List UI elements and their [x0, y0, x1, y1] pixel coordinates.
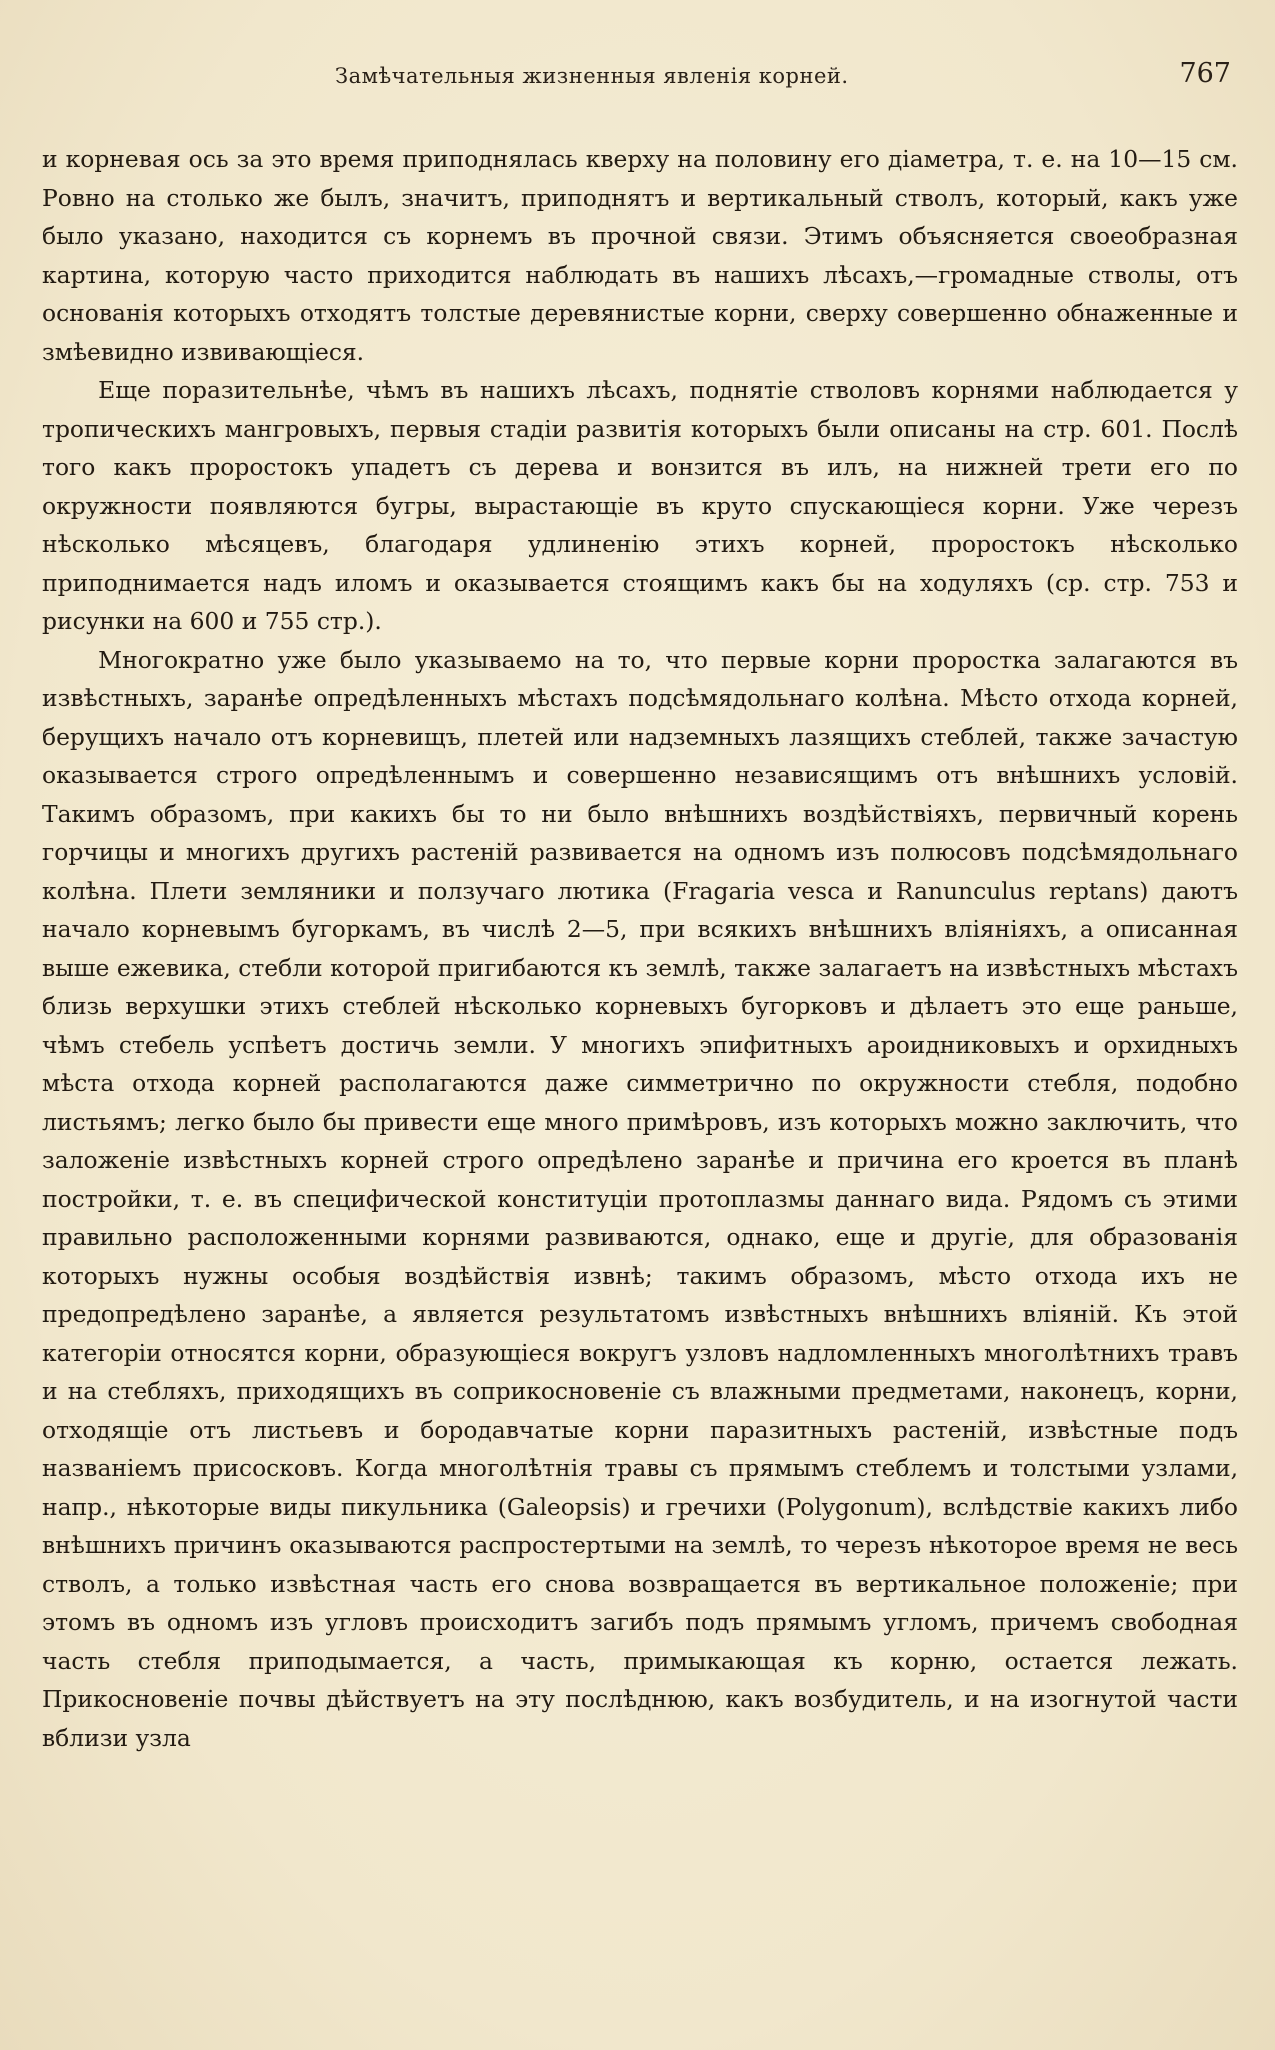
paragraph-3: Многократно уже было указываемо на то, что первые корни проростка залагаются въ извѣстныхъ, заранѣе опредѣленныхъ мѣстахъ подсѣмядольнаго колѣна. Мѣсто отхода корней, берущихъ начало отъ корневищъ, плетей или надземныхъ лазящихъ стеблей, также зачастую оказывается строго опредѣленнымъ и совершенно независящимъ отъ внѣшнихъ условій. Такимъ образомъ, при какихъ бы то ни было внѣшнихъ воздѣйствіяхъ, первичный корень горчицы и многихъ другихъ растеній развивается на одномъ изъ полюсовъ подсѣмядольнаго колѣна. Плети земляники и ползучаго лютика (Fragaria vesca и Ranunculus reptans) даютъ начало корневымъ бугоркамъ, въ числѣ 2—5, при всякихъ внѣшнихъ вліяніяхъ, а описанная выше ежевика, стебли которой пригибаются къ землѣ, также залагаетъ на извѣстныхъ мѣстахъ близь верхушки этихъ стеблей нѣсколько корневыхъ бугорковъ и дѣлаетъ это еще раньше, чѣмъ стебель успѣетъ достичь земли. У многихъ эпифитныхъ ароидниковыхъ и орхидныхъ мѣста отхода корней располагаются даже симметрично по окружности стебля, подобно листьямъ; легко было бы привести еще много примѣровъ, изъ которыхъ можно заключить, что заложеніе извѣстныхъ корней строго опредѣлено заранѣе и причина его кроется въ планѣ постройки, т. е. въ специфической конституціи протоплазмы даннаго вида. Рядомъ съ этими правильно расположенными корнями развиваются, однако, еще и другіе, для образованія которыхъ нужны особыя воздѣйствія извнѣ; такимъ образомъ, мѣсто отхода ихъ не предопредѣлено заранѣе, а является результатомъ извѣстныхъ внѣшнихъ вліяній. Къ этой категоріи относятся корни, образующіеся вокругъ узловъ надломленныхъ многолѣтнихъ травъ и на стебляхъ, приходящихъ въ соприкосновеніе съ влажными предметами, наконецъ, корни, отходящіе отъ листьевъ и бородавчатые корни паразитныхъ растеній, извѣстные подъ названіемъ присосковъ. Когда многолѣтнія травы съ прямымъ стеблемъ и толстыми узлами, напр., нѣкоторые виды пикульника (Galeopsis) и гречихи (Polygonum), вслѣдствіе какихъ либо внѣшнихъ причинъ оказываются распростертыми на землѣ, то черезъ нѣкоторое время не весь стволъ, а только извѣстная часть его снова возвращается въ вертикальное положеніе; при этомъ въ одномъ изъ угловъ происходитъ загибъ подъ прямымъ угломъ, причемъ свободная часть стебля приподымается, а часть, примыкающая къ корню, остается лежать. Прикосновеніе почвы дѣйствуетъ на эту послѣднюю, какъ возбудитель, и на изогнутой части вблизи узла [42, 645, 1238, 1752]
page-header [40, 58, 1235, 98]
page-number: 767 [1179, 58, 1231, 89]
paragraph-2: Еще поразительнѣе, чѣмъ въ нашихъ лѣсахъ, поднятіе стволовъ корнями наблюдается у тропическихъ мангровыхъ, первыя стадіи развитія которыхъ были описаны на стр. 601. Послѣ того какъ проростокъ упадетъ съ дерева и вонзится въ илъ, на нижней трети его по окружности появляются бугры, вырастающіе въ круто спускающіеся корни. Уже черезъ нѣсколько мѣсяцевъ, благодаря удлиненію этихъ корней, проростокъ нѣсколько приподнимается надъ иломъ и оказывается стоящимъ какъ бы на ходуляхъ (ср. стр. 753 и рисунки на 600 и 755 стр.). [42, 376, 1238, 635]
running-title: Замѣчательныя жизненныя явленія корней. [335, 64, 849, 88]
body-text [42, 140, 1238, 1757]
paragraph-1: и корневая ось за это время приподнялась кверху на половину его діаметра, т. е. на 10—15 см. Ровно на столько же былъ, значитъ, приподнятъ и вертикальный стволъ, который, какъ уже было указано, находится съ корнемъ въ прочной связи. Этимъ объясняется своеобразная картина, которую часто приходится наблюдать въ нашихъ лѣсахъ,—громадные стволы, отъ основанія которыхъ отходятъ толстые деревянистые корни, сверху совершенно обнаженные и змѣевидно извивающіеся. [42, 145, 1238, 366]
